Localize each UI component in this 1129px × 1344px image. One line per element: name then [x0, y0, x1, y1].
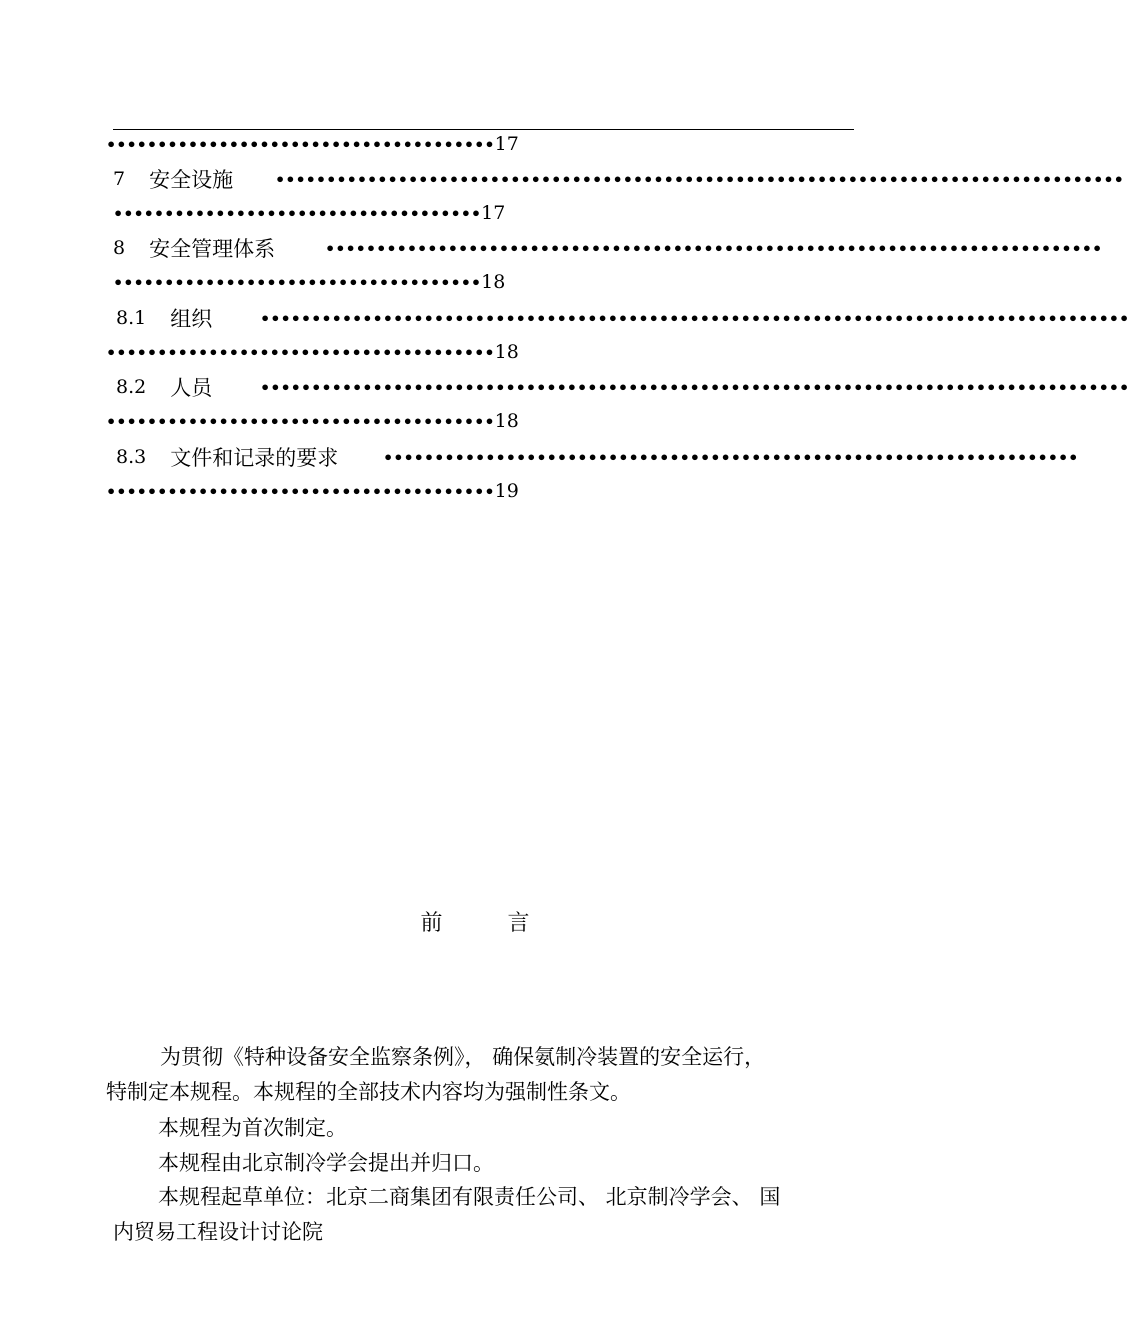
toc-leader: •••••••••••••••••••••••••••••••••••••• [106, 481, 495, 501]
toc-entry[interactable] [116, 442, 338, 472]
toc-entry-number: 8.3 [116, 446, 147, 468]
toc-leader: ••••••••••••••••••••••••••••••••••••••••••••••••••••••••••••••••••••••••••••••••••••• [260, 308, 1129, 328]
preface-paragraph: 为贯彻《特种设备安全监察条例》， 确保氨制冷装置的安全运行， [160, 1045, 766, 1069]
toc-entry-title: 安全设施 [149, 168, 234, 192]
preface-paragraph: 本规程起草单位：北京二商集团有限责任公司、 北京制冷学会、 国 [158, 1185, 781, 1209]
toc-entry-number: 7 [113, 168, 126, 190]
preface-paragraph: 特制定本规程。本规程的全部技术内容均为强制性条文。 [106, 1080, 631, 1104]
toc-entry-number: 8.1 [116, 307, 147, 329]
toc-page: 18 [494, 341, 519, 363]
toc-continuation [106, 129, 519, 159]
toc-entry-number: 8 [113, 237, 126, 259]
toc-leader: •••••••••••••••••••••••••••••••••••••• [106, 134, 495, 154]
toc-entry[interactable] [116, 372, 212, 402]
preface-paragraph: 本规程由北京制冷学会提出并归口。 [158, 1151, 494, 1175]
toc-entry[interactable] [113, 164, 233, 194]
toc-page: 17 [481, 202, 506, 224]
toc-entry[interactable] [116, 303, 212, 333]
toc-entry[interactable] [113, 233, 275, 263]
toc-page: 18 [481, 271, 506, 293]
toc-continuation [106, 476, 519, 506]
toc-leader: •••••••••••••••••••••••••••••••••••••• [106, 411, 495, 431]
toc-page: 18 [494, 410, 519, 432]
toc-entry-title: 组织 [170, 307, 213, 331]
toc-continuation [113, 198, 505, 228]
toc-leader: •••••••••••••••••••••••••••••••••••••• [106, 342, 495, 362]
toc-page: 17 [494, 133, 519, 155]
preface-paragraph: 内贸易工程设计讨论院 [113, 1220, 323, 1244]
preface-heading [0, 906, 950, 940]
toc-entry-title: 文件和记录的要求 [170, 446, 339, 470]
toc-leader: ••••••••••••••••••••••••••••••••••••••••••••••••••••••••••••••••••••••••••••••••••• [275, 169, 1124, 189]
toc-leader: ••••••••••••••••••••••••••••••••••••••••••••••••••••••••••••••••••••••••••••••••••••• [260, 377, 1129, 397]
toc-leader: •••••••••••••••••••••••••••••••••••••••••••••••••••••••••••••••••••• [383, 447, 1079, 467]
toc-entry-number: 8.2 [116, 376, 147, 398]
preface-heading-left: 前 [420, 911, 443, 936]
toc-continuation [113, 267, 505, 297]
toc-continuation [106, 337, 519, 367]
toc-entry-title: 安全管理体系 [149, 237, 276, 261]
toc-continuation [106, 406, 519, 436]
preface-heading-right: 言 [507, 911, 530, 936]
toc-leader: •••••••••••••••••••••••••••••••••••••••••••••••••••••••••••••••••••••••••••• [325, 238, 1103, 258]
toc-leader: •••••••••••••••••••••••••••••••••••• [113, 203, 482, 223]
preface-paragraph: 本规程为首次制定。 [158, 1116, 347, 1140]
toc-page: 19 [494, 480, 519, 502]
toc-entry-title: 人员 [170, 376, 213, 400]
toc-leader: •••••••••••••••••••••••••••••••••••• [113, 272, 482, 292]
